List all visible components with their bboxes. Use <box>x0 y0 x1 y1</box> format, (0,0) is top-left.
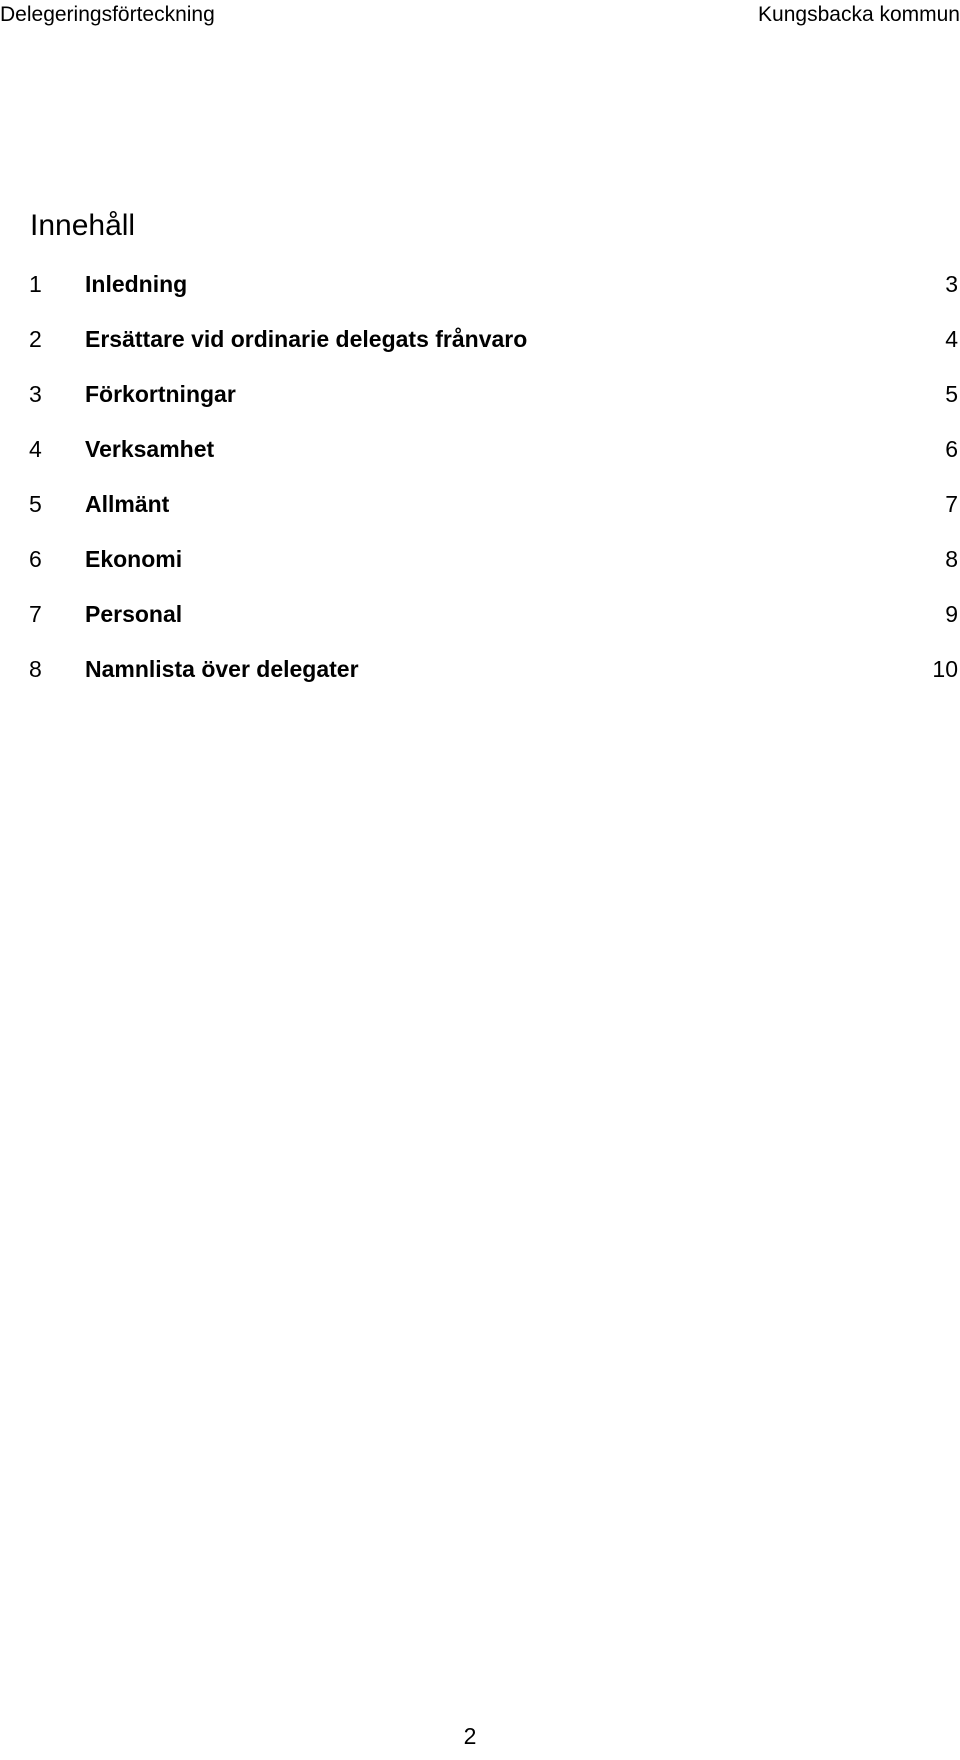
toc-entry-verksamhet[interactable] <box>0 435 960 490</box>
toc-entry-number: 8 <box>29 656 42 682</box>
organization-name: Kungsbacka kommun <box>758 3 960 26</box>
toc-entry-forkortningar[interactable] <box>0 380 960 435</box>
toc-entry-label[interactable]: Verksamhet <box>85 436 215 462</box>
toc-entry-label[interactable]: Ersättare vid ordinarie delegats frånvaro <box>85 326 528 352</box>
toc-entry-number: 3 <box>29 381 42 407</box>
toc-entry-page: 10 <box>932 656 958 682</box>
toc-entry-number: 1 <box>29 271 42 297</box>
page-number: 2 <box>463 1723 477 1749</box>
toc-entry-number: 2 <box>29 326 42 352</box>
table-of-contents <box>0 270 960 710</box>
toc-entry-allmant[interactable] <box>0 490 960 545</box>
toc-entry-label[interactable]: Inledning <box>85 271 188 297</box>
toc-entry-page: 6 <box>945 436 958 462</box>
page-header <box>0 0 960 30</box>
toc-entry-label[interactable]: Förkortningar <box>85 381 236 407</box>
toc-entry-page: 8 <box>945 546 958 572</box>
toc-entry-page: 7 <box>945 491 958 517</box>
toc-entry-label[interactable]: Namnlista över delegater <box>85 656 359 682</box>
toc-entry-label[interactable]: Allmänt <box>85 491 170 517</box>
toc-entry-page: 3 <box>945 271 958 297</box>
toc-entry-number: 5 <box>29 491 42 517</box>
toc-title: Innehåll <box>30 209 136 242</box>
toc-entry-label[interactable]: Ekonomi <box>85 546 183 572</box>
toc-entry-number: 6 <box>29 546 42 572</box>
toc-entry-inledning[interactable] <box>0 270 960 325</box>
toc-entry-page: 9 <box>945 601 958 627</box>
toc-entry-page: 4 <box>945 326 958 352</box>
toc-entry-namnlista[interactable] <box>0 655 960 710</box>
toc-entry-page: 5 <box>945 381 958 407</box>
document-title: Delegeringsförteckning <box>0 3 215 26</box>
toc-entry-label[interactable]: Personal <box>85 601 183 627</box>
toc-entry-ersattare[interactable] <box>0 325 960 380</box>
toc-entry-personal[interactable] <box>0 600 960 655</box>
toc-entry-number: 7 <box>29 601 42 627</box>
toc-entry-number: 4 <box>29 436 42 462</box>
toc-entry-ekonomi[interactable] <box>0 545 960 600</box>
